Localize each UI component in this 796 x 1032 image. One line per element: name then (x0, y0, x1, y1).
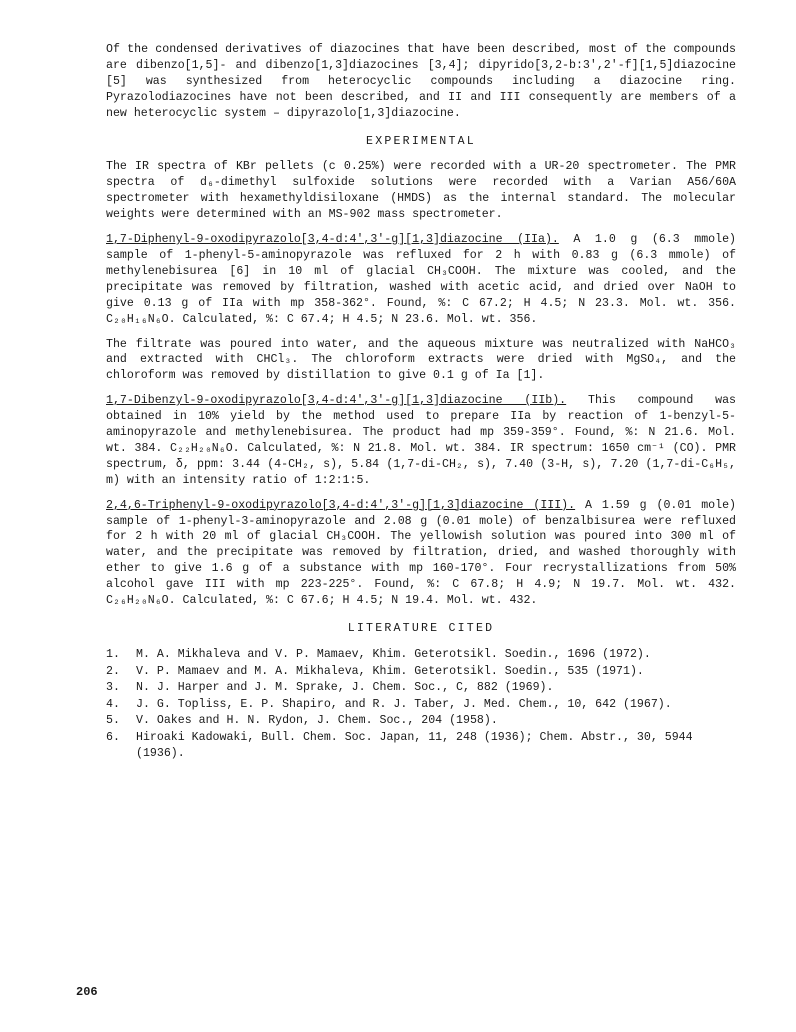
reference-item (106, 713, 736, 730)
compound-IIb-title: 1,7-Dibenzyl-9-oxodipyrazolo[3,4-d:4',3'-g][1,3]diazocine (IIb). (106, 394, 567, 408)
reference-text: M. A. Mikhaleva and V. P. Mamaev, Khim. Geterotsikl. Soedin., 1696 (1972). (136, 647, 651, 661)
compound-IIa-text: A 1.0 g (6.3 mmole) sample of 1-phenyl-5-aminopyrazole was refluxed for 2 h with 0.83 g (6.3 mmole) of methylenebisurea [6] in 10 ml of glacial CH₃COOH. The mixture was cooled, and the precipitate was removed by filtration, washed with acetic acid, and dried over NaOH to give 0.13 g of IIa with mp 358-362°. Found, %: C 67.2; H 4.5; N 23.3. Mol. wt. 356. C₂₀H₁₆N₆O. Calculated, %: C 67.4; H 4.5; N 23.6. Mol. wt. 356. (106, 233, 736, 326)
reference-number: 2. (106, 664, 120, 678)
reference-number: 3. (106, 681, 120, 695)
compound-III-paragraph (106, 498, 736, 609)
reference-text: N. J. Harper and J. M. Sprake, J. Chem. Soc., C, 882 (1969). (136, 681, 554, 695)
compound-IIa-paragraph (106, 232, 736, 327)
compound-IIa-title: 1,7-Diphenyl-9-oxodipyrazolo[3,4-d:4',3'-g][1,3]diazocine (IIa). (106, 233, 559, 247)
reference-text: Hiroaki Kadowaki, Bull. Chem. Soc. Japan, 11, 248 (1936); Chem. Abstr., 30, 5944 (1936). (136, 730, 693, 761)
filtrate-paragraph: The filtrate was poured into water, and the aqueous mixture was neutralized with NaHCO₃ and extracted with CHCl₃. The chloroform extracts were dried with MgSO₄, and the chloroform was removed by distillation to give 0.1 g of Ia [1]. (106, 337, 736, 383)
reference-text: J. G. Topliss, E. P. Shapiro, and R. J. Taber, J. Med. Chem., 10, 642 (1967). (136, 697, 672, 711)
reference-item (106, 680, 736, 697)
compound-III-title: 2,4,6-Triphenyl-9-oxodipyrazolo[3,4-d:4',3'-g][1,3]diazocine (III). (106, 498, 576, 512)
experimental-heading: EXPERIMENTAL (366, 134, 476, 148)
compound-IIb-paragraph (106, 393, 736, 488)
reference-item (106, 647, 736, 664)
references-list-wrapper (106, 647, 736, 763)
reference-item (106, 697, 736, 714)
page-body (106, 42, 736, 763)
intro-paragraph: Of the condensed derivatives of diazocines that have been described, most of the compounds are dibenzo[1,5]- and dibenzo[1,3]diazocines [3,4]; dipyrido[3,2-b:3',2'-f][1,5]diazocine [5] was synthesized from heterocyclic compounds including a diazocine ring. Pyrazolodiazocines have not been described, and II and III consequently are members of a new heterocyclic system – dipyrazolo[1,3]diazocine. (106, 43, 736, 120)
reference-text: V. Oakes and H. N. Rydon, J. Chem. Soc., 204 (1958). (136, 714, 498, 728)
references-list (106, 647, 736, 763)
reference-item (106, 730, 736, 763)
literature-heading: LITERATURE CITED (347, 622, 495, 635)
reference-number: 6. (106, 730, 120, 744)
reference-text: V. P. Mamaev and M. A. Mikhaleva, Khim. Geterotsikl. Soedin., 535 (1971). (136, 664, 644, 678)
reference-item (106, 664, 736, 681)
experimental-intro-paragraph: The IR spectra of KBr pellets (c 0.25%) were recorded with a UR-20 spectrometer. The PMR spectra of d₆-dimethyl sulfoxide solutions were recorded with a Varian A56/60A spectrometer with hexamethyldisiloxane (HMDS) as the internal standard. The molecular weights were determined with an MS-902 mass spectrometer. (106, 160, 736, 222)
reference-number: 1. (106, 647, 120, 661)
compound-III-text: A 1.59 g (0.01 mole) sample of 1-phenyl-3-aminopyrazole and 2.08 g (0.01 mole) of benzalbisurea were refluxed for 2 h with 20 ml of glacial CH₃COOH. The yellowish solution was poured into 300 ml of water, and the precipitate was removed by filtration, dried, and washed thoroughly with ether to give 1.6 g of a substance with mp 160-170°. Four recrystallizations from 50% alcohol gave III with mp 223-225°. Found, %: C 67.8; H 4.9; N 19.7. Mol. wt. 432. C₂₆H₂₀N₆O. Calculated, %: C 67.6; H 4.5; N 19.4. Mol. wt. 432. (106, 498, 736, 608)
page-number: 206 (76, 985, 98, 999)
reference-number: 5. (106, 714, 120, 728)
compound-IIb-text: This compound was obtained in 10% yield by the method used to prepare IIa by reaction of 1-benzyl-5-aminopyrazole and methylenebisurea. The product had mp 359-359°. Found, %: N 21.6. Mol. wt. 384. C₂₂H₂₀N₆O. Calculated, %: N 21.8. Mol. wt. 384. IR spectrum: 1650 cm⁻¹ (CO). PMR spectrum, δ, ppm: 3.44 (4-CH₂, s), 5.84 (1,7-di-CH₂, s), 7.40 (3-H, s), 7.20 (1,7-di-C₆H₅, m) with an intensity ratio of 1:2:1:5. (106, 394, 737, 487)
reference-number: 4. (106, 697, 120, 711)
